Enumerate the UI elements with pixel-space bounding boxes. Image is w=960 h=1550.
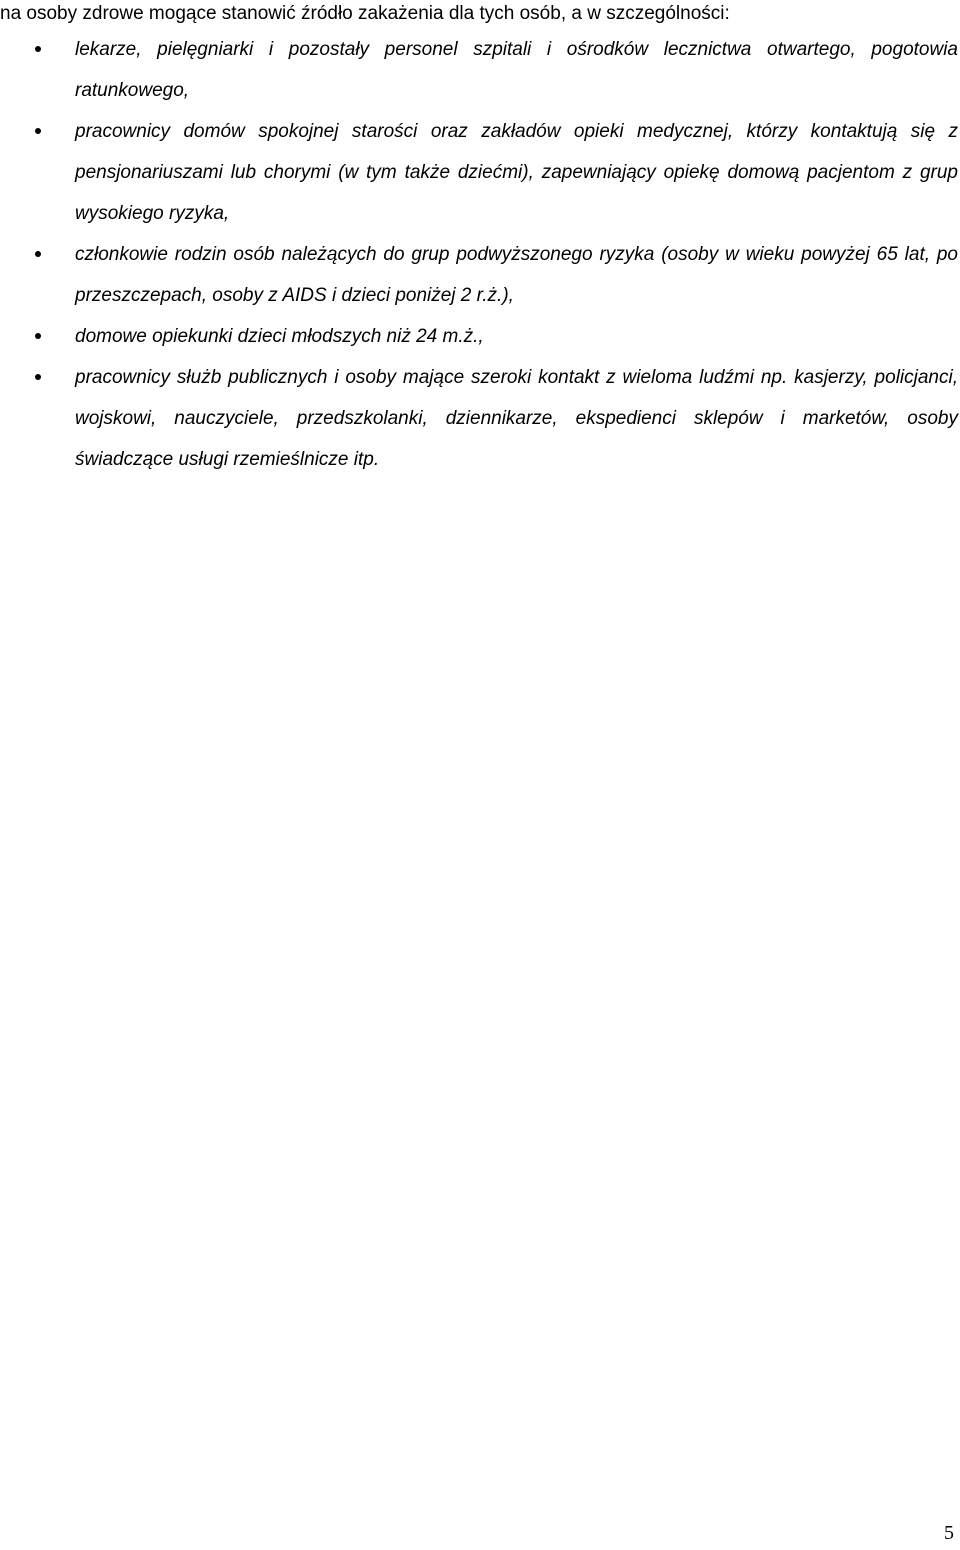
list-item bbox=[0, 111, 960, 234]
bullet-icon bbox=[35, 46, 41, 52]
page-number: 5 bbox=[944, 1522, 954, 1544]
list-item bbox=[0, 234, 960, 316]
list-item bbox=[0, 29, 960, 111]
list-item-text: członkowie rodzin osób należących do grup podwyższonego ryzyka (osoby w wieku powyżej 65 lat, po przeszczepach, osoby z AIDS i dzieci poniżej 2 r.ż.), bbox=[75, 244, 958, 306]
list-item-text: pracownicy służb publicznych i osoby mające szeroki kontakt z wieloma ludźmi np. kasjerzy, policjanci, wojskowi, nauczyciele, przedszkolanki, dziennikarze, ekspedienci sklepów i marketów, osoby świadczące usługi rzemieślnicze itp. bbox=[75, 367, 958, 470]
bullet-icon bbox=[35, 128, 41, 134]
intro-paragraph: na osoby zdrowe mogące stanowić źródło zakażenia dla tych osób, a w szczególności: bbox=[0, 3, 730, 24]
bullet-icon bbox=[35, 251, 41, 257]
bullet-list bbox=[0, 29, 960, 480]
list-item bbox=[0, 316, 960, 357]
list-item-text: lekarze, pielęgniarki i pozostały personel szpitali i ośrodków lecznictwa otwartego, pogotowia ratunkowego, bbox=[75, 39, 958, 101]
list-item-text: pracownicy domów spokojnej starości oraz zakładów opieki medycznej, którzy kontaktują się z pensjonariuszami lub chorymi (w tym także dziećmi), zapewniający opiekę domową pacjentom z grup wysokiego ryzyka, bbox=[75, 121, 958, 224]
list-item bbox=[0, 357, 960, 480]
list-item-text: domowe opiekunki dzieci młodszych niż 24 m.ż., bbox=[75, 326, 484, 347]
bullet-icon bbox=[35, 374, 41, 380]
bullet-icon bbox=[35, 333, 41, 339]
